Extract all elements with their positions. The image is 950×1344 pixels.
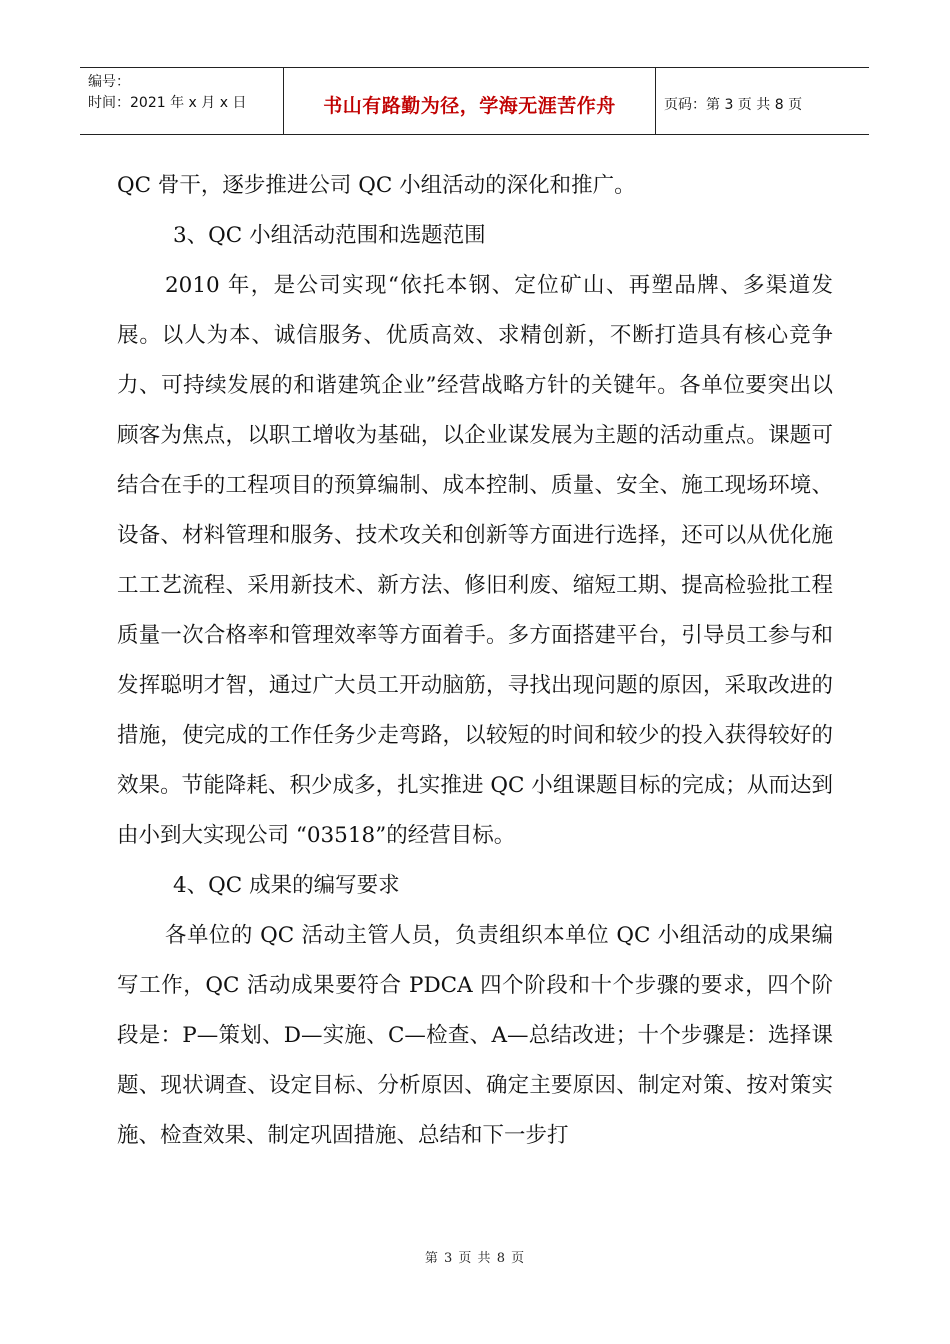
paragraph-scope: 2010 年，是公司实现“依托本钢、定位矿山、再塑品牌、多渠道发展。以人为本、诚信服务、优质高效、求精创新，不断打造具有核心竞争力、可持续发展的和谐建筑企业”经营战略方针的关键年。各单位要突出以顾客为焦点，以职工增收为基础，以企业谋发展为主题的活动重点。课题可结合在手的工程项目的预算编制、成本控制、质量、安全、施工现场环境、设备、材料管理和服务、技术攻关和创新等方面进行选择，还可以从优化施工工艺流程、采用新技术、新方法、修旧利废、缩短工期、提高检验批工程质量一次合格率和管理效率等方面着手。多方面搭建平台，引导员工参与和发挥聪明才智，通过广大员工开动脑筋，寻找出现问题的原因，采取改进的措施，使完成的工作任务少走弯路，以较短的时间和较少的投入获得较好的效果。节能降耗、积少成多，扎实推进 QC 小组课题目标的完成；从而达到由小到大实现公司 “03518”的经营目标。 [117, 273, 833, 848]
section-heading-3: 3、QC 小组活动范围和选题范围 [173, 223, 486, 248]
document-date: 时间：2021 年 x 月 x 日 [88, 95, 247, 111]
page-header [80, 67, 869, 135]
document-code-label: 编号： [88, 74, 130, 90]
paragraph-requirements: 各单位的 QC 活动主管人员，负责组织本单位 QC 小组活动的成果编写工作，QC 活动成果要符合 PDCA 四个阶段和十个步骤的要求，四个阶段是：P—策划、D—实施、C—检查、A—总结改进；十个步骤是：选择课题、现状调查、设定目标、分析原因、确定主要原因、制定对策、按对策实施、检查效果、制定巩固措施、总结和下一步打 [117, 923, 833, 1148]
document-body [117, 161, 833, 1161]
header-page-info: 页码：第 3 页 共 8 页 [664, 97, 803, 113]
page-footer: 第 3 页 共 8 页 [424, 1251, 526, 1266]
header-motto: 书山有路勤为径，学海无涯苦作舟 [323, 94, 616, 117]
paragraph-continuation: QC 骨干，逐步推进公司 QC 小组活动的深化和推广。 [117, 173, 636, 198]
header-meta [80, 68, 284, 134]
section-heading-4: 4、QC 成果的编写要求 [173, 873, 400, 898]
header-page-cell [656, 68, 869, 134]
header-motto-cell [284, 68, 656, 134]
